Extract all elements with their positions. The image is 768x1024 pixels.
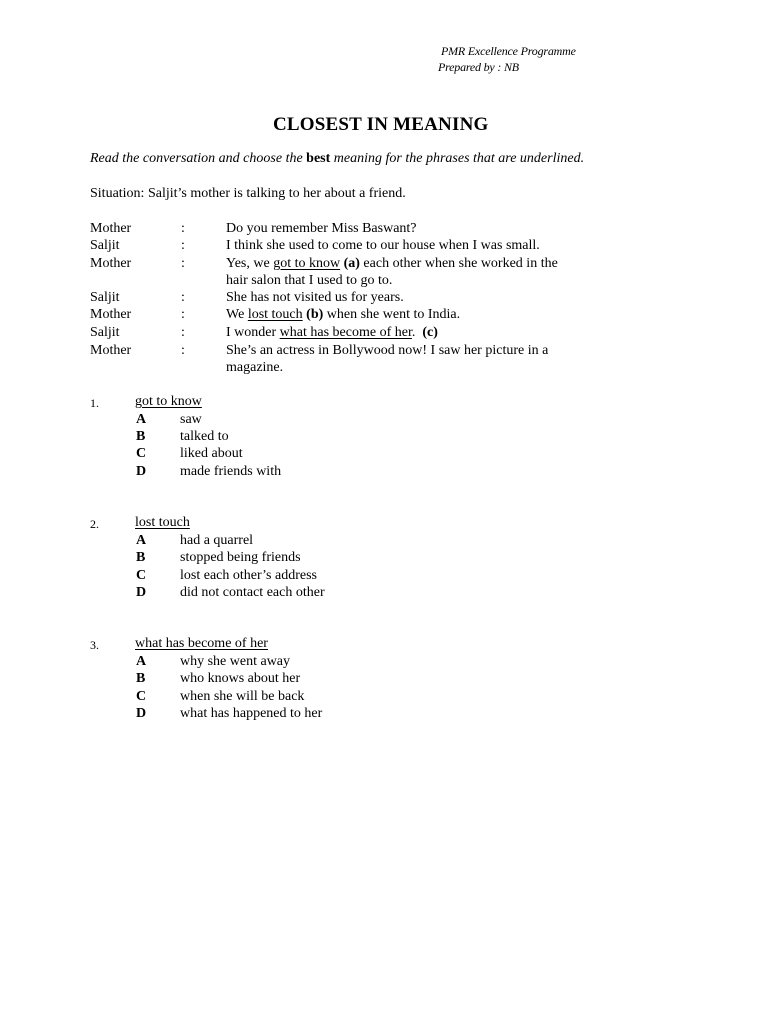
utterance-continuation: hair salon that I used to go to.	[226, 273, 393, 288]
question-phrase: got to know	[135, 394, 202, 409]
colon: :	[181, 325, 185, 340]
colon: :	[181, 307, 185, 322]
utterance	[226, 255, 558, 272]
colon: :	[181, 256, 185, 271]
utterance-post: .	[411, 325, 423, 340]
situation: Situation: Saljit’s mother is talking to her about a friend.	[90, 186, 406, 201]
option-letter: C	[136, 446, 147, 461]
utterance-pre: I wonder	[226, 325, 280, 340]
option-text: who knows about her	[180, 671, 301, 686]
option-text: saw	[180, 412, 202, 427]
option-letter: B	[136, 429, 146, 444]
utterance	[226, 324, 438, 341]
colon: :	[181, 290, 185, 305]
question-number: 1.	[90, 396, 99, 410]
option-text: when she will be back	[180, 689, 305, 704]
option-text: stopped being friends	[180, 550, 301, 565]
underlined-phrase: what has become of her	[279, 325, 412, 340]
option-text: made friends with	[180, 464, 282, 479]
utterance-post: each other when she worked in the	[359, 256, 558, 271]
colon: :	[181, 238, 185, 253]
utterance-continuation: magazine.	[226, 360, 284, 375]
question-phrase: lost touch	[135, 515, 190, 530]
utterance-pre: Yes, we	[226, 256, 274, 271]
utterance: She’s an actress in Bollywood now! I saw her picture in a	[226, 343, 549, 358]
option-letter: A	[136, 412, 147, 427]
speaker: Mother	[90, 343, 132, 358]
page-title: CLOSEST IN MEANING	[273, 114, 489, 135]
speaker: Mother	[90, 256, 132, 271]
colon: :	[181, 343, 185, 358]
option-letter: D	[136, 706, 147, 721]
speaker: Saljit	[90, 325, 120, 340]
option-text: what has happened to her	[180, 706, 323, 721]
option-text: why she went away	[180, 654, 291, 669]
instruction-after: meaning for the phrases that are underlined.	[330, 151, 585, 166]
option-letter: B	[136, 550, 146, 565]
phrase-marker: (a)	[343, 256, 360, 271]
header-prepared-by: Prepared by : NB	[438, 60, 519, 74]
option-letter: C	[136, 689, 147, 704]
speaker: Mother	[90, 221, 132, 236]
phrase-marker: (c)	[422, 325, 438, 340]
speaker: Mother	[90, 307, 132, 322]
speaker: Saljit	[90, 290, 120, 305]
utterance: She has not visited us for years.	[226, 290, 404, 305]
underlined-phrase: got to know	[273, 256, 341, 271]
underlined-phrase: lost touch	[247, 307, 303, 322]
question-number: 2.	[90, 517, 99, 531]
instruction-before: Read the conversation and choose the	[90, 151, 307, 166]
option-letter: D	[136, 585, 147, 600]
option-text: did not contact each other	[180, 585, 325, 600]
question-number: 3.	[90, 638, 99, 652]
utterance: Do you remember Miss Baswant?	[226, 221, 417, 236]
utterance-post: when she went to India.	[323, 307, 461, 322]
option-letter: C	[136, 568, 147, 583]
colon: :	[181, 221, 185, 236]
utterance	[226, 306, 460, 323]
speaker: Saljit	[90, 238, 120, 253]
option-letter: B	[136, 671, 146, 686]
option-text: liked about	[180, 446, 243, 461]
phrase-marker: (b)	[306, 307, 324, 322]
utterance: I think she used to come to our house when I was small.	[226, 238, 540, 253]
utterance-pre: We	[226, 307, 248, 322]
header-programme: PMR Excellence Programme	[441, 44, 576, 58]
option-letter: A	[136, 533, 147, 548]
option-text: had a quarrel	[180, 533, 254, 548]
option-text: talked to	[180, 429, 229, 444]
option-letter: A	[136, 654, 147, 669]
question-phrase: what has become of her	[135, 636, 268, 651]
option-text: lost each other’s address	[180, 568, 317, 583]
option-letter: D	[136, 464, 147, 479]
instruction-bold: best	[306, 151, 331, 166]
instruction	[90, 151, 584, 167]
